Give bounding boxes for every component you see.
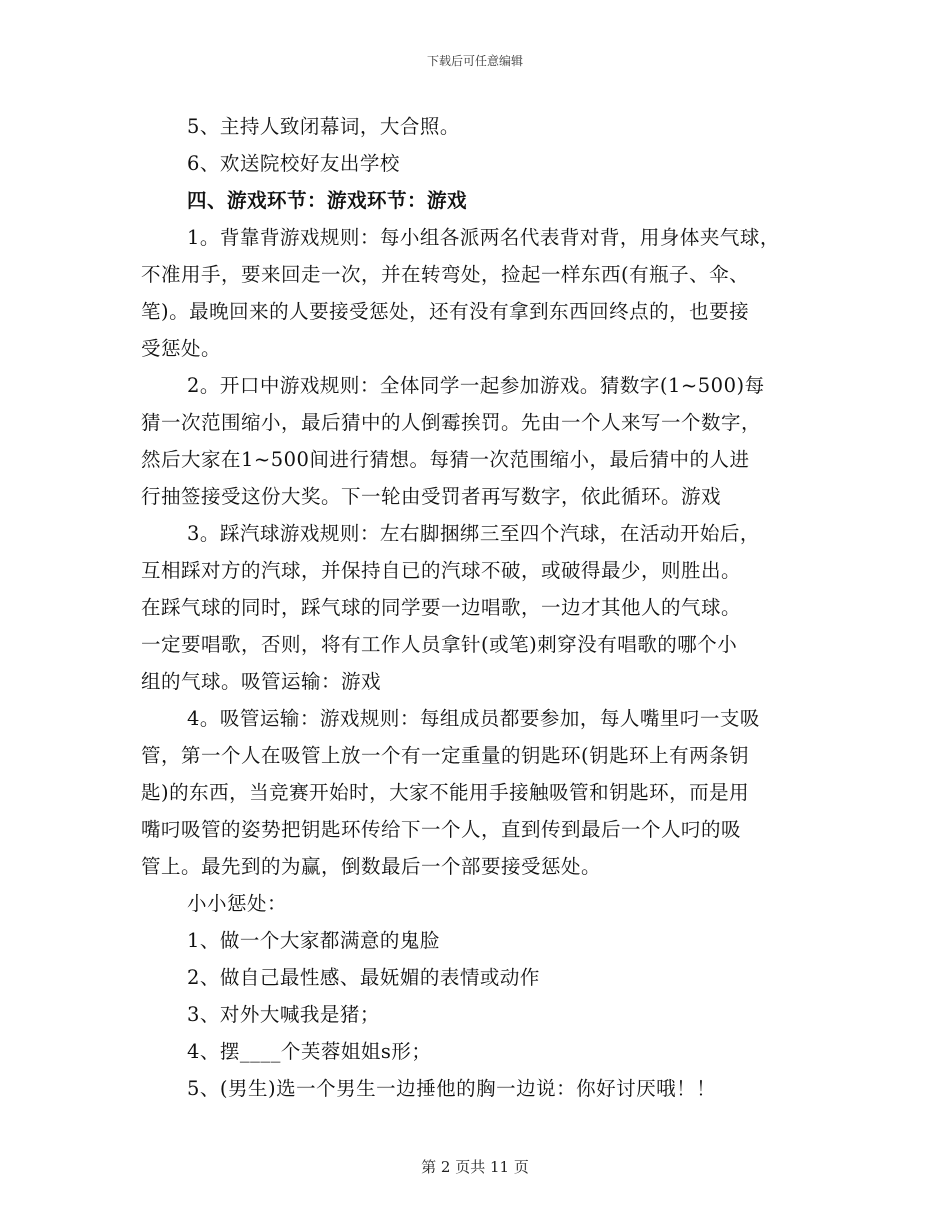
text-line: 6、欢送院校好友出学校 bbox=[187, 152, 400, 175]
text-line: 受惩处。 bbox=[141, 337, 222, 360]
text-line: 1。背靠背游戏规则：每小组各派两名代表背对背，用身体夹气球， bbox=[187, 226, 780, 249]
text-line: 组的气球。吸管运输：游戏 bbox=[141, 670, 382, 693]
section-heading: 四、游戏环节：游戏环节：游戏 bbox=[187, 189, 468, 212]
text-line: 2、做自己最性感、最妩媚的表情或动作 bbox=[187, 966, 540, 989]
text-line: 5、主持人致闭幕词，大合照。 bbox=[187, 115, 460, 138]
text-line: 3。踩汽球游戏规则：左右脚捆绑三至四个汽球，在活动开始后， bbox=[187, 522, 760, 545]
text-line: 4、摆____个芙蓉姐姐s形； bbox=[187, 1040, 432, 1063]
text-line: 4。吸管运输：游戏规则：每组成员都要参加，每人嘴里叼一支吸 bbox=[187, 707, 760, 730]
text-line: 互相踩对方的汽球，并保持自已的汽球不破，或破得最少，则胜出。 bbox=[141, 559, 742, 582]
page-footer: 第 2 页共 11 页 bbox=[421, 1158, 529, 1176]
text-line: 匙)的东西，当竞赛开始时，大家不能用手接触吸管和钥匙环，而是用 bbox=[141, 781, 750, 804]
text-line: 猜一次范围缩小，最后猜中的人倒霉挨罚。先由一个人来写一个数字， bbox=[141, 411, 762, 434]
text-line: 行抽签接受这份大奖。下一轮由受罚者再写数字，依此循环。游戏 bbox=[141, 485, 722, 508]
text-line: 3、对外大喊我是猪； bbox=[187, 1003, 380, 1026]
text-line: 然后大家在1~500间进行猜想。每猜一次范围缩小，最后猜中的人进 bbox=[141, 448, 750, 471]
text-line: 管，第一个人在吸管上放一个有一定重量的钥匙环(钥匙环上有两条钥 bbox=[141, 744, 750, 767]
text-line: 1、做一个大家都满意的鬼脸 bbox=[187, 929, 440, 952]
text-line: 小小惩处： bbox=[187, 892, 288, 915]
text-line: 一定要唱歌，否则，将有工作人员拿针(或笔)刺穿没有唱歌的哪个小 bbox=[141, 633, 738, 656]
text-line: 笔)。最晚回来的人要接受惩处，还有没有拿到东西回终点的，也要接 bbox=[141, 300, 750, 323]
document-body bbox=[141, 108, 811, 1107]
text-line: 在踩气球的同时，踩气球的同学要一边唱歌，一边才其他人的气球。 bbox=[141, 596, 742, 619]
text-line: 嘴叼吸管的姿势把钥匙环传给下一个人，直到传到最后一个人叼的吸 bbox=[141, 818, 742, 841]
page-header: 下载后可任意编辑 bbox=[426, 54, 523, 68]
text-line: 不准用手，要来回走一次，并在转弯处，捡起一样东西(有瓶子、伞、 bbox=[141, 263, 750, 286]
text-line: 2。开口中游戏规则：全体同学一起参加游戏。猜数字(1~500)每 bbox=[187, 374, 765, 397]
text-line: 管上。最先到的为赢，倒数最后一个部要接受惩处。 bbox=[141, 855, 602, 878]
text-line: 5、(男生)选一个男生一边捶他的胸一边说：你好讨厌哦！！ bbox=[187, 1077, 717, 1100]
